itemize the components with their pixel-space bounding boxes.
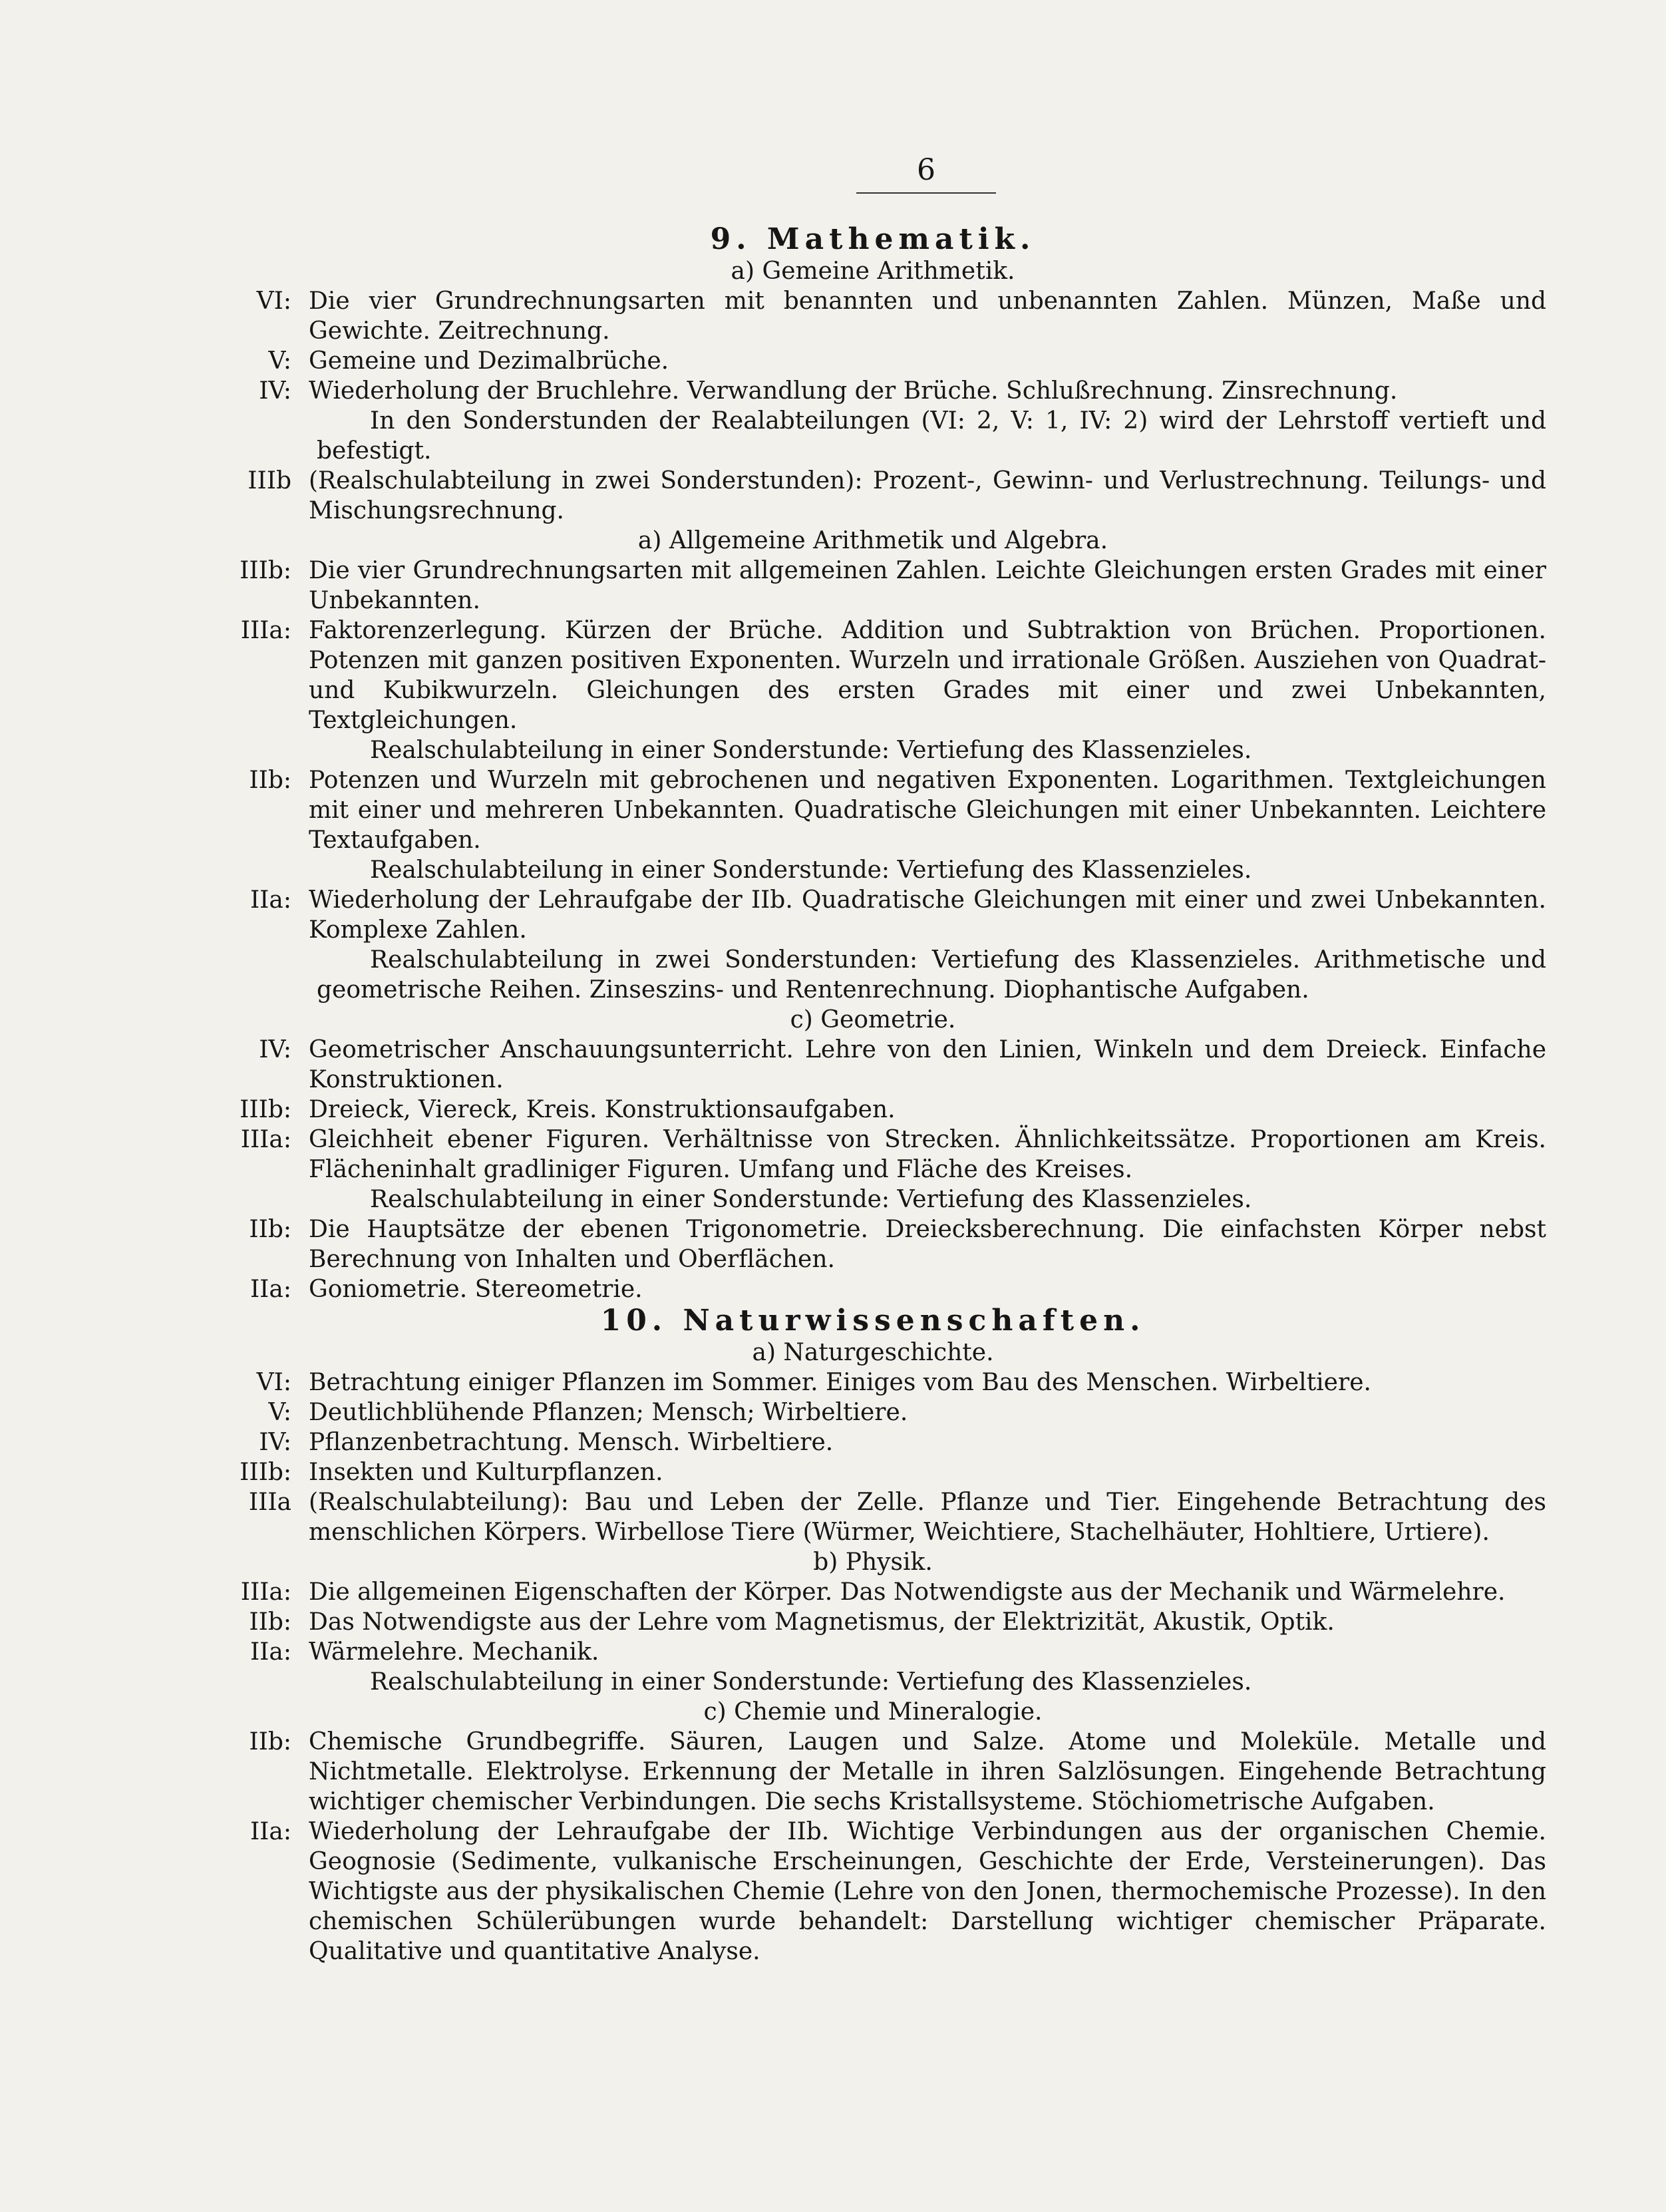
class-entry bbox=[200, 1427, 1546, 1457]
class-label: IIa: bbox=[250, 1276, 291, 1303]
entry-text: Wiederholung der Lehraufgabe der IIb. Quadratische Gleichungen mit einer und zwei Unbekannten. Komplexe Zahlen. bbox=[309, 886, 1546, 944]
class-entry bbox=[200, 1727, 1546, 1817]
subsection-title: a) Naturgeschichte. bbox=[752, 1339, 994, 1366]
class-entry bbox=[200, 616, 1546, 735]
entry-text: Potenzen und Wurzeln mit gebrochenen und negativen Exponenten. Logarithmen. Textgleichungen mit einer und mehreren Unbekannten. Quadratische Gleichungen mit einer Unbekannten. Leichtere Textaufgaben. bbox=[309, 767, 1546, 854]
class-label: IIb: bbox=[249, 1608, 291, 1636]
subsection-title: b) Physik. bbox=[813, 1549, 933, 1576]
entry-text: Goniometrie. Stereometrie. bbox=[309, 1276, 643, 1303]
class-entry bbox=[200, 1397, 1546, 1427]
entry-text: Die allgemeinen Eigenschaften der Körper. Das Notwendigste aus der Mechanik und Wärmelehre. bbox=[309, 1578, 1506, 1606]
entry-text: Wärmelehre. Mechanik. bbox=[309, 1638, 599, 1666]
class-label: V: bbox=[268, 1399, 291, 1426]
class-entry bbox=[200, 1095, 1546, 1125]
class-label: IIb: bbox=[249, 1728, 291, 1755]
class-entry bbox=[200, 1607, 1546, 1637]
entry-text: Deutlichblühende Pflanzen; Mensch; Wirbeltiere. bbox=[309, 1399, 908, 1426]
note-paragraph: Realschulabteilung in einer Sonderstunde: Vertiefung des Klassenzieles. bbox=[370, 856, 1252, 884]
entry-text: Gleichheit ebener Figuren. Verhältnisse von Strecken. Ähnlichkeitssätze. Proportionen am Kreis. Flächeninhalt gradliniger Figuren. Umfang und Fläche des Kreises. bbox=[309, 1126, 1546, 1183]
class-label: IIIb: bbox=[240, 557, 291, 584]
entry-text: Dreieck, Viereck, Kreis. Konstruktionsaufgaben. bbox=[309, 1096, 896, 1123]
class-label: IIIb: bbox=[240, 1459, 291, 1486]
class-label: IIIb: bbox=[240, 1096, 291, 1123]
entry-text: (Realschulabteilung): Bau und Leben der Zelle. Pflanze und Tier. Eingehende Betrachtung des menschlichen Körpers. Wirbellose Tiere (Würmer, Weichtiere, Stachelhäuter, Hohltiere, Urtiere). bbox=[309, 1489, 1546, 1546]
class-label: IV: bbox=[259, 377, 291, 405]
class-entry bbox=[200, 1274, 1546, 1304]
class-label: IIIa bbox=[248, 1489, 291, 1516]
entry-text: Faktorenzerlegung. Kürzen der Brüche. Addition und Subtraktion von Brüchen. Proportionen. Potenzen mit ganzen positiven Exponenten. Wurzeln und irrationale Größen. Ausziehen von Quadrat- und Kubikwurzeln. Gleichungen des ersten Grades mit einer und zwei Unbekannten, Textgleichungen. bbox=[309, 617, 1546, 734]
class-label: IIIb bbox=[248, 467, 291, 494]
class-entry bbox=[200, 1125, 1546, 1185]
subsection-title: c) Chemie und Mineralogie. bbox=[703, 1698, 1043, 1726]
entry-text: Geometrischer Anschauungsunterricht. Lehre von den Linien, Winkeln und dem Dreieck. Einfache Konstruktionen. bbox=[309, 1036, 1546, 1093]
note-paragraph: Realschulabteilung in einer Sonderstunde: Vertiefung des Klassenzieles. bbox=[370, 737, 1252, 764]
document-content bbox=[200, 224, 1546, 1966]
class-label: IV: bbox=[259, 1429, 291, 1456]
class-label: VI: bbox=[256, 1369, 291, 1396]
class-entry bbox=[200, 1487, 1546, 1547]
entry-text: Das Notwendigste aus der Lehre vom Magnetismus, der Elektrizität, Akustik, Optik. bbox=[309, 1608, 1335, 1636]
class-entry bbox=[200, 346, 1546, 376]
entry-text: Wiederholung der Lehraufgabe der IIb. Wichtige Verbindungen aus der organischen Chemie. Geognosie (Sedimente, vulkanische Erscheinungen, Geschichte der Erde, Versteinerungen). Das Wichtigste aus der physikalischen Chemie (Lehre von den Jonen, thermochemische Prozesse). In den chemischen Schülerübungen wurde behandelt: Darstellung wichtiger chemischer Präparate. Qualitative und quantitative Analyse. bbox=[309, 1818, 1546, 1965]
class-label: IIIa: bbox=[240, 1126, 291, 1153]
class-entry bbox=[200, 1035, 1546, 1095]
entry-text: Gemeine und Dezimalbrüche. bbox=[309, 347, 669, 375]
class-label: IIa: bbox=[250, 1818, 291, 1845]
class-entry bbox=[200, 765, 1546, 855]
entry-text: Insekten und Kulturpflanzen. bbox=[309, 1459, 663, 1486]
subsection-title: c) Geometrie. bbox=[790, 1006, 956, 1033]
class-entry bbox=[200, 286, 1546, 346]
class-entry bbox=[200, 1637, 1546, 1667]
entry-text: Pflanzenbetrachtung. Mensch. Wirbeltiere. bbox=[309, 1429, 834, 1456]
class-entry bbox=[200, 466, 1546, 526]
class-entry bbox=[200, 1577, 1546, 1607]
class-entry bbox=[200, 885, 1546, 945]
class-label: IIa: bbox=[250, 1638, 291, 1666]
section-title: 10. Naturwissenschaften. bbox=[600, 1304, 1146, 1338]
class-label: VI: bbox=[256, 287, 291, 315]
class-label: V: bbox=[268, 347, 291, 375]
class-entry bbox=[200, 1214, 1546, 1274]
note-paragraph: Realschulabteilung in zwei Sonderstunden: Vertiefung des Klassenzieles. Arithmetische und geometrische Reihen. Zinseszins- und Rentenrechnung. Diophantische Aufgaben. bbox=[317, 946, 1546, 1004]
subsection-title: a) Allgemeine Arithmetik und Algebra. bbox=[637, 527, 1108, 554]
class-entry bbox=[200, 556, 1546, 616]
note-paragraph: In den Sonderstunden der Realabteilungen (VI: 2, V: 1, IV: 2) wird der Lehrstoff vertieft und befestigt. bbox=[317, 407, 1546, 464]
entry-text: Die Hauptsätze der ebenen Trigonometrie. Dreiecksberechnung. Die einfachsten Körper nebst Berechnung von Inhalten und Oberflächen. bbox=[309, 1216, 1546, 1273]
entry-text: Wiederholung der Bruchlehre. Verwandlung der Brüche. Schlußrechnung. Zinsrechnung. bbox=[309, 377, 1398, 405]
class-label: IIb: bbox=[249, 1216, 291, 1243]
entry-text: (Realschulabteilung in zwei Sonderstunden): Prozent-, Gewinn- und Verlustrechnung. Teilungs- und Mischungsrechnung. bbox=[309, 467, 1546, 524]
page-number: 6 bbox=[917, 153, 935, 187]
note-paragraph: Realschulabteilung in einer Sonderstunde: Vertiefung des Klassenzieles. bbox=[370, 1186, 1252, 1213]
entry-text: Die vier Grundrechnungsarten mit benannten und unbenannten Zahlen. Münzen, Maße und Gewichte. Zeitrechnung. bbox=[309, 287, 1546, 345]
entry-text: Chemische Grundbegriffe. Säuren, Laugen und Salze. Atome und Moleküle. Metalle und Nichtmetalle. Elektrolyse. Erkennung der Metalle in ihren Salzlösungen. Eingehende Betrachtung wichtiger chemischer Verbindungen. Die sechs Kristallsysteme. Stöchiometrische Aufgaben. bbox=[309, 1728, 1546, 1815]
class-label: IIb: bbox=[249, 767, 291, 794]
class-label: IV: bbox=[259, 1036, 291, 1063]
entry-text: Die vier Grundrechnungsarten mit allgemeinen Zahlen. Leichte Gleichungen ersten Grades mit einer Unbekannten. bbox=[309, 557, 1546, 614]
class-entry bbox=[200, 1368, 1546, 1397]
class-label: IIIa: bbox=[240, 617, 291, 644]
class-entry bbox=[200, 1457, 1546, 1487]
class-entry bbox=[200, 1817, 1546, 1966]
page-number-rule bbox=[856, 192, 996, 194]
subsection-title: a) Gemeine Arithmetik. bbox=[731, 258, 1015, 285]
section-title: 9. Mathematik. bbox=[710, 222, 1036, 256]
class-entry bbox=[200, 376, 1546, 406]
class-label: IIa: bbox=[250, 886, 291, 914]
entry-text: Betrachtung einiger Pflanzen im Sommer. Einiges vom Bau des Menschen. Wirbeltiere. bbox=[309, 1369, 1371, 1396]
class-label: IIIa: bbox=[240, 1578, 291, 1606]
note-paragraph: Realschulabteilung in einer Sonderstunde: Vertiefung des Klassenzieles. bbox=[370, 1668, 1252, 1696]
